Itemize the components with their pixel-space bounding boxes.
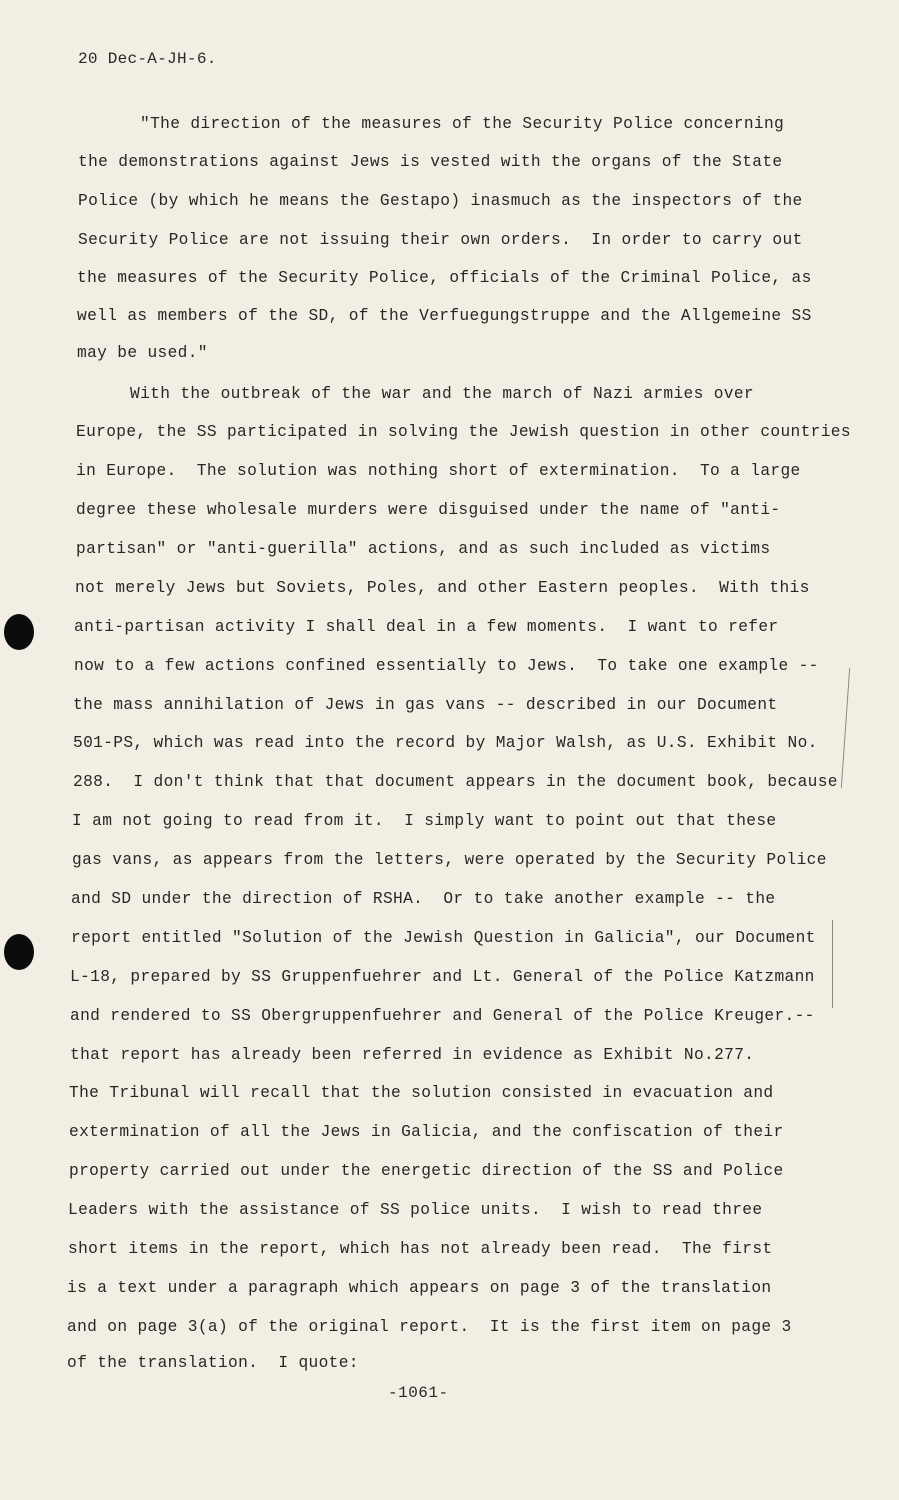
text-line: the demonstrations against Jews is vested with the organs of the State	[78, 153, 783, 171]
margin-pencil-mark-top	[841, 668, 850, 788]
text-line: The Tribunal will recall that the solution consisted in evacuation and	[69, 1084, 774, 1102]
text-line: Europe, the SS participated in solving the Jewish question in other countries	[76, 423, 851, 441]
text-line: L-18, prepared by SS Gruppenfuehrer and Lt. General of the Police Katzmann	[70, 968, 815, 986]
text-line: not merely Jews but Soviets, Poles, and other Eastern peoples. With this	[75, 579, 810, 597]
text-line: Security Police are not issuing their own orders. In order to carry out	[78, 231, 803, 249]
text-line: report entitled "Solution of the Jewish Question in Galicia", our Document	[71, 929, 816, 947]
text-line: that report has already been referred in evidence as Exhibit No.277.	[70, 1046, 755, 1064]
text-line: degree these wholesale murders were disguised under the name of "anti-	[76, 501, 781, 519]
text-line: in Europe. The solution was nothing short of extermination. To a large	[76, 462, 801, 480]
text-line: 288. I don't think that that document appears in the document book, because	[73, 773, 838, 791]
document-reference: 20 Dec-A-JH-6.	[78, 50, 217, 68]
text-line: partisan" or "anti-guerilla" actions, and as such included as victims	[76, 540, 771, 558]
punch-hole-top	[4, 614, 34, 650]
text-line: With the outbreak of the war and the march of Nazi armies over	[130, 385, 754, 403]
text-line: short items in the report, which has not already been read. The first	[68, 1240, 773, 1258]
text-line: property carried out under the energetic direction of the SS and Police	[69, 1162, 784, 1180]
text-line: of the translation. I quote:	[67, 1354, 359, 1372]
margin-pencil-mark-bottom	[832, 920, 833, 1008]
text-line: is a text under a paragraph which appears on page 3 of the translation	[67, 1279, 772, 1297]
text-line: Leaders with the assistance of SS police units. I wish to read three	[68, 1201, 763, 1219]
text-line: now to a few actions confined essentially to Jews. To take one example --	[74, 657, 819, 675]
text-line: anti-partisan activity I shall deal in a few moments. I want to refer	[74, 618, 779, 636]
text-line: gas vans, as appears from the letters, were operated by the Security Police	[72, 851, 827, 869]
text-line: Police (by which he means the Gestapo) inasmuch as the inspectors of the	[78, 192, 803, 210]
punch-hole-bottom	[4, 934, 34, 970]
page-number: -1061-	[388, 1384, 449, 1402]
text-line: well as members of the SD, of the Verfuegungstruppe and the Allgemeine SS	[77, 307, 812, 325]
text-line: the mass annihilation of Jews in gas vans -- described in our Document	[73, 696, 778, 714]
text-line: the measures of the Security Police, officials of the Criminal Police, as	[77, 269, 812, 287]
text-line: 501-PS, which was read into the record by Major Walsh, as U.S. Exhibit No.	[73, 734, 818, 752]
text-line: and rendered to SS Obergruppenfuehrer and General of the Police Kreuger.--	[70, 1007, 815, 1025]
text-line: "The direction of the measures of the Security Police concerning	[140, 115, 785, 133]
text-line: may be used."	[77, 344, 208, 362]
text-line: and SD under the direction of RSHA. Or to take another example -- the	[71, 890, 776, 908]
text-line: I am not going to read from it. I simply want to point out that these	[72, 812, 777, 830]
text-line: extermination of all the Jews in Galicia, and the confiscation of their	[69, 1123, 784, 1141]
text-line: and on page 3(a) of the original report. It is the first item on page 3	[67, 1318, 792, 1336]
